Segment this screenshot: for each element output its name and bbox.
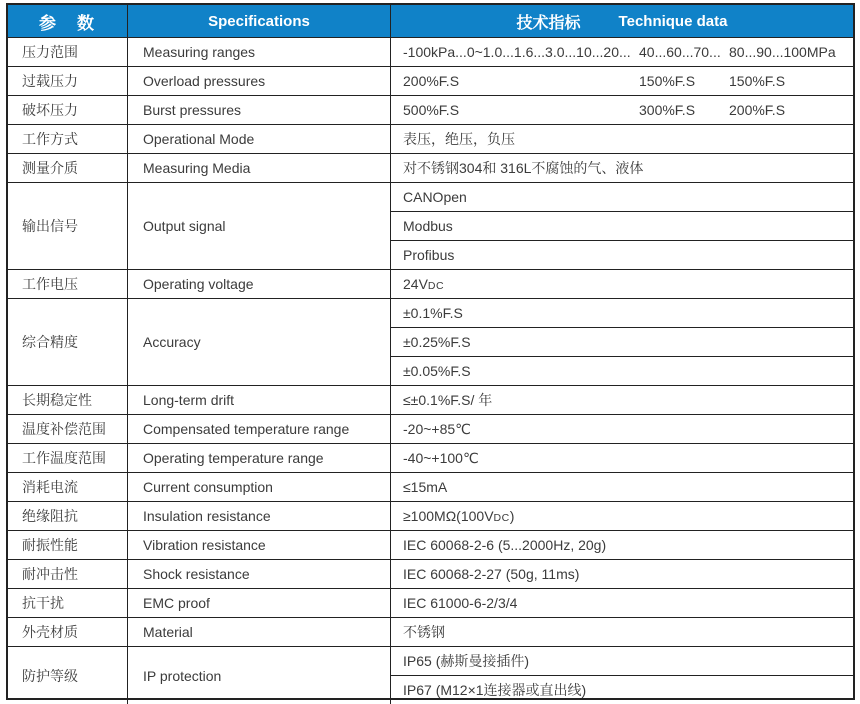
technique-data-cell [391,154,853,182]
value-line [391,386,853,414]
value-text: Modbus [391,218,453,234]
technique-data-cell [391,67,853,95]
table-row [8,530,853,559]
specification-name-cell: Compensated temperature range [128,415,391,443]
parameter-name-cell: 破坏压力 [8,96,128,124]
technique-data-cell [391,299,853,385]
specification-name-cell: Shock resistance [128,560,391,588]
technique-data-cell [391,38,853,66]
technique-data-cell [391,125,853,153]
technique-data-cell [391,415,853,443]
table-row [8,298,853,385]
technique-data-cell [391,386,853,414]
value-line [391,560,853,588]
table-row [8,559,853,588]
header-cell-specifications: Specifications [128,5,391,37]
value-text: IEC 60068-2-27 (50g, 11ms) [391,566,579,582]
technique-data-cell [391,589,853,617]
value-text: ±0.05%F.S [391,363,471,379]
parameter-name-cell: 消耗电流 [8,473,128,501]
value-text-smallcaps: DC [494,512,510,524]
value-line [391,327,853,356]
parameter-name-cell: 工作方式 [8,125,128,153]
value-line [391,211,853,240]
value-text: 不锈钢 [391,622,445,642]
specification-name-cell: Measuring ranges [128,38,391,66]
value-text: IEC 60068-2-6 (5...2000Hz, 20g) [391,537,606,553]
value-line [391,589,853,617]
parameter-name-cell: 长期稳定性 [8,386,128,414]
specification-name-cell: Burst pressures [128,96,391,124]
value-line [391,270,853,298]
value-text: 表压，绝压，负压 [391,129,515,149]
parameter-name-cell: 防护等级 [8,647,128,704]
header-technique-data-en: Technique data [619,13,728,30]
value-line [391,473,853,501]
parameter-name-cell: 耐冲击性 [8,560,128,588]
value-segment: 200%F.S [729,102,853,118]
specification-name-cell: IP protection [128,647,391,704]
technique-data-cell [391,531,853,559]
value-line [391,125,853,153]
parameter-name-cell: 压力范围 [8,38,128,66]
table-row [8,414,853,443]
technique-data-cell [391,473,853,501]
value-segment: -100kPa...0~1.0...1.6...3.0...10...20... [391,44,639,60]
technique-data-cell [391,444,853,472]
value-line [391,444,853,472]
table-row [8,385,853,414]
table-row [8,124,853,153]
value-line [391,415,853,443]
value-text: ≤±0.1%F.S/ 年 [391,390,492,410]
technique-data-cell [391,618,853,646]
header-technique-data-zh: 技术指标 [517,10,581,33]
parameter-name-cell: 耐振性能 [8,531,128,559]
value-text: IEC 61000-6-2/3/4 [391,595,517,611]
parameter-name-cell: 过载压力 [8,67,128,95]
specification-name-cell: Material [128,618,391,646]
parameter-name-cell: 温度补偿范围 [8,415,128,443]
parameter-name-cell: 抗干扰 [8,589,128,617]
specification-name-cell: Measuring Media [128,154,391,182]
table-row [8,588,853,617]
value-text [391,276,444,292]
value-text: Profibus [391,247,454,263]
table-row [8,66,853,95]
value-line [391,647,853,675]
specification-name-cell: Accuracy [128,299,391,385]
specification-name-cell: Overload pressures [128,67,391,95]
table-row [8,646,853,704]
table-row [8,153,853,182]
table-row [8,472,853,501]
table-row [8,37,853,66]
value-text: -20~+85℃ [391,421,471,438]
value-text: ≤15mA [391,479,447,495]
parameter-name-cell: 输出信号 [8,183,128,269]
value-segment: 150%F.S [639,73,729,89]
value-text-part: ) [510,508,515,524]
specification-name-cell: Current consumption [128,473,391,501]
table-row [8,443,853,472]
value-text: -40~+100℃ [391,450,479,467]
technique-data-cell [391,560,853,588]
value-line [391,618,853,646]
value-segment: 40...60...70... [639,44,729,60]
value-text-part: 24V [403,276,428,292]
table-body [8,37,853,704]
value-line [391,531,853,559]
value-text: IP67 (M12×1连接器或直出线) [391,680,586,700]
parameter-name-cell: 工作温度范围 [8,444,128,472]
value-text: 对不锈钢304和 316L不腐蚀的气、液体 [391,158,643,178]
value-segment: 150%F.S [729,73,853,89]
value-text: CANOpen [391,189,467,205]
table-row [8,95,853,124]
value-line [391,502,853,530]
specification-name-cell: Operating temperature range [128,444,391,472]
table-row [8,501,853,530]
specification-name-cell: Vibration resistance [128,531,391,559]
parameter-name-cell: 测量介质 [8,154,128,182]
table-row [8,617,853,646]
value-segment: 300%F.S [639,102,729,118]
value-text [391,508,514,524]
value-line [391,38,853,66]
specification-name-cell: EMC proof [128,589,391,617]
value-segment: 200%F.S [391,73,639,89]
specification-table [6,3,855,700]
value-line [391,299,853,327]
value-text-part: ≥100MΩ(100V [403,508,494,524]
technique-data-cell [391,647,853,704]
value-line [391,154,853,182]
value-line [391,67,853,95]
technique-data-cell [391,96,853,124]
value-text: ±0.1%F.S [391,305,463,321]
technique-data-cell [391,270,853,298]
table-row [8,182,853,269]
specification-name-cell: Output signal [128,183,391,269]
value-segment: 80...90...100MPa [729,44,853,60]
specification-name-cell: Operating voltage [128,270,391,298]
technique-data-cell [391,183,853,269]
specification-name-cell: Operational Mode [128,125,391,153]
value-line [391,675,853,704]
value-line [391,356,853,385]
value-text: ±0.25%F.S [391,334,471,350]
specification-name-cell: Long-term drift [128,386,391,414]
table-header-row [8,5,853,37]
value-text-smallcaps: DC [428,280,444,292]
parameter-name-cell: 综合精度 [8,299,128,385]
header-cell-parameter: 参 数 [8,5,128,37]
header-cell-technique-data [391,5,853,37]
value-segment: 500%F.S [391,102,639,118]
value-text: IP65 (赫斯曼接插件) [391,651,529,671]
value-line [391,96,853,124]
parameter-name-cell: 外壳材质 [8,618,128,646]
technique-data-cell [391,502,853,530]
parameter-name-cell: 工作电压 [8,270,128,298]
specification-name-cell: Insulation resistance [128,502,391,530]
parameter-name-cell: 绝缘阻抗 [8,502,128,530]
value-line [391,240,853,269]
value-line [391,183,853,211]
table-row [8,269,853,298]
